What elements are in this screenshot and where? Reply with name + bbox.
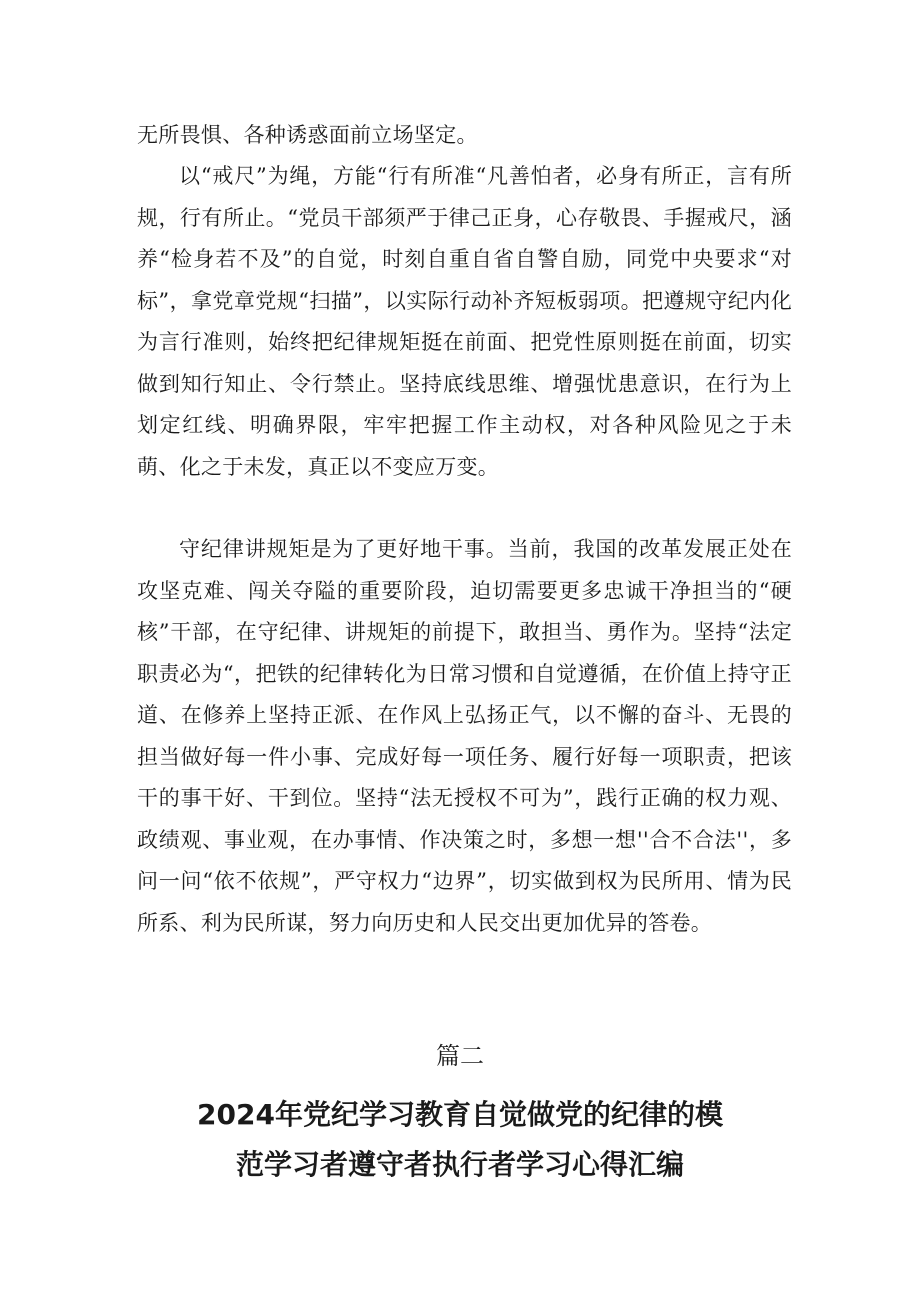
- document-title: 2024年党纪学习教育自觉做党的纪律的模范学习者遵守者执行者学习心得汇编: [197, 1098, 723, 1181]
- section-label: 篇二: [436, 1042, 484, 1070]
- paragraph-continuation: 无所畏惧、各种诱惑面前立场坚定。: [137, 123, 478, 147]
- paragraph-rules-for-work: 守纪律讲规矩是为了更好地干事。当前，我国的改革发展正处在攻坚克难、闯关夺隘的重要阶段，迫切需要更多忠诚干净担当的“硬核”干部，在守纪律、讲规矩的前提下，敢担当、勇作为。坚持“法定职责必为“，把铁的纪律转化为日常习惯和自觉遵循，在价值上持守正道、在修养上坚持正派、在作风上弘扬正气，以不懈的奋斗、无畏的担当做好每一件小事、完成好每一项任务、履行好每一项职责，把该干的事干好、干到位。坚持“法无授权不可为”，践行正确的权力观、政绩观、事业观，在办事情、作决策之时，多想一想''合不合法''，多问一问“依不依规”，严守权力“边界”，切实做到权为民所用、情为民所系、利为民所谋，努力向历史和人民交出更加优异的答卷。: [137, 537, 792, 935]
- paragraph-discipline-ruler: 以“戒尺”为绳，方能“行有所准“凡善怕者，必身有所正，言有所规，行有所止。“党员干部须严于律己正身，心存敬畏、手握戒尺，涵养“检身若不及”的自觉，时刻自重自省自警自励，同党中央要求“对标”，拿党章党规“扫描”，以实际行动补齐短板弱项。把遵规守纪内化为言行准则，始终把纪律规矩挺在前面、把党性原则挺在前面，切实做到知行知止、令行禁止。坚持底线思维、增强忧患意识，在行为上划定红线、明确界限，牢牢把握工作主动权，对各种风险见之于未萌、化之于未发，真正以不变应万变。: [137, 164, 792, 479]
